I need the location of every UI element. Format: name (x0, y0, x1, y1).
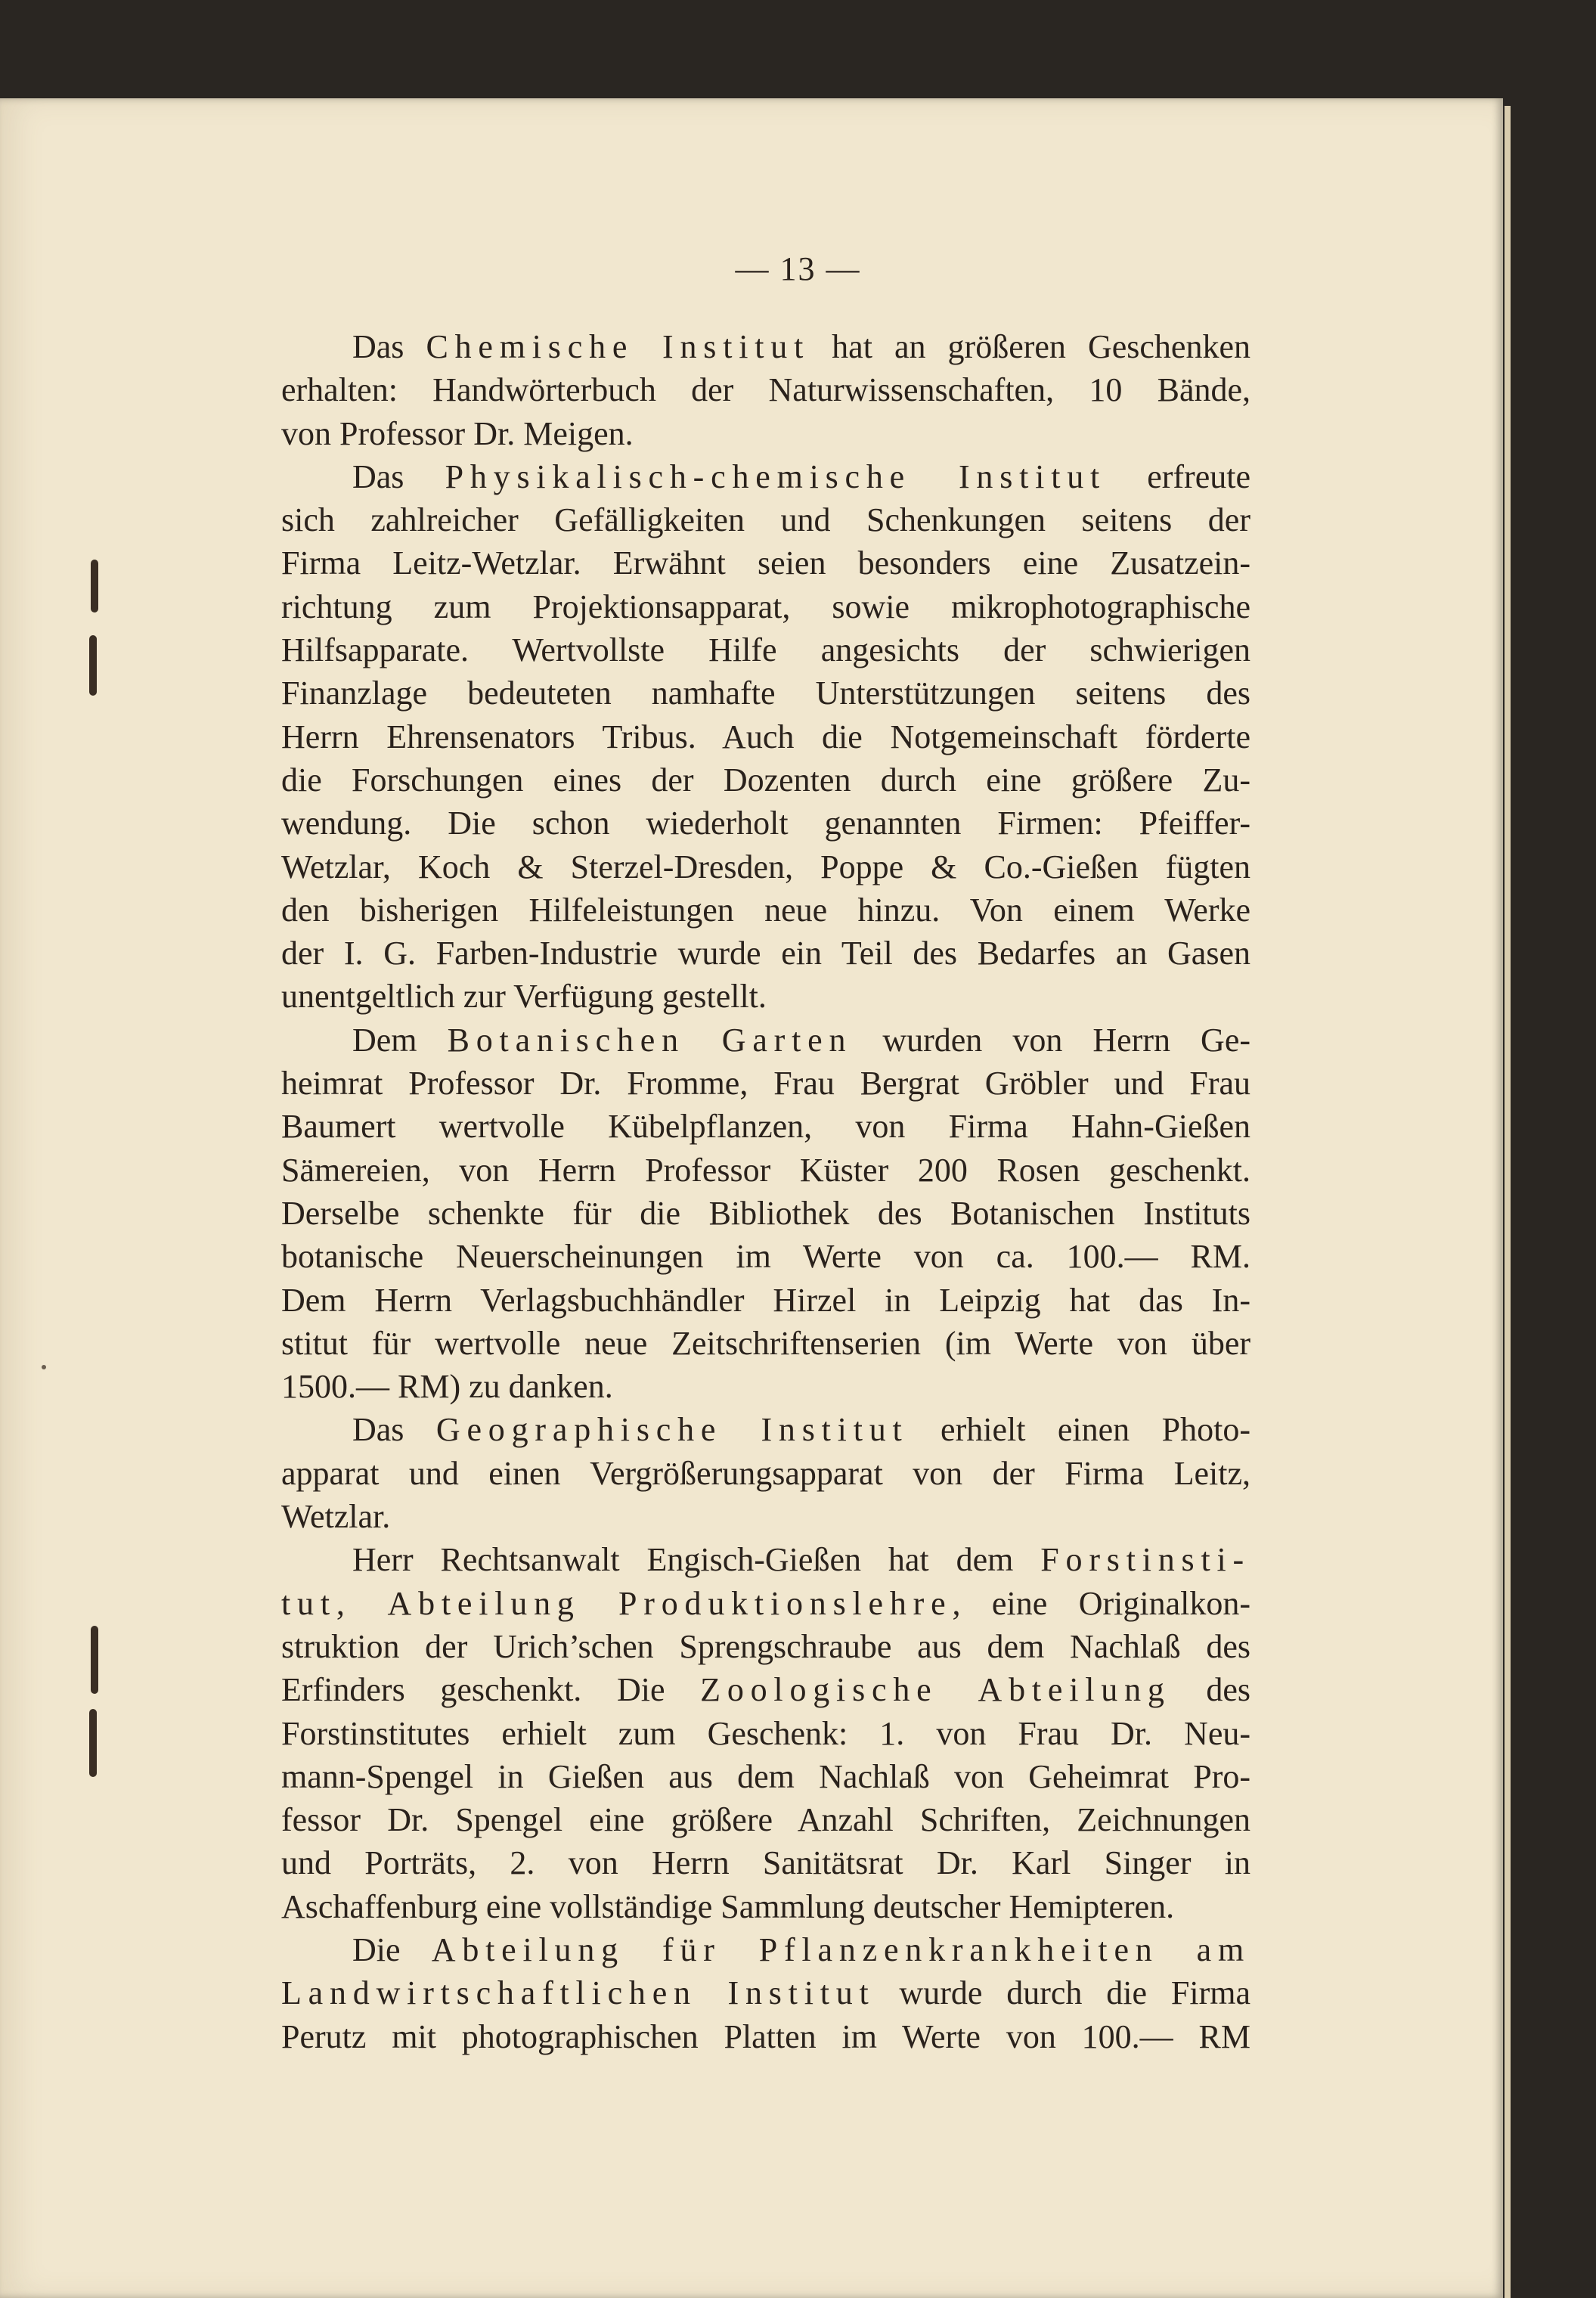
text-run: Das (352, 457, 445, 495)
text-run: erfreute (1106, 457, 1250, 495)
text-run: den bisherigen Hilfeleistungen neue hinzu. Von einem Werke (281, 891, 1250, 929)
text-run: Die (352, 1931, 432, 1968)
text-line (281, 368, 1250, 411)
body-text (281, 325, 1250, 2058)
spaced-heading-text: Forstinsti- (1040, 1541, 1250, 1579)
text-run: Finanzlage bedeuteten namhafte Unterstützungen seitens des (281, 675, 1250, 712)
text-run: Herr Rechtsanwalt Engisch-Gießen hat dem (352, 1541, 1041, 1579)
text-line (281, 628, 1250, 671)
text-run: apparat und einen Vergrößerungsapparat von der Firma Leitz, (281, 1454, 1250, 1492)
text-line (281, 498, 1250, 541)
text-run: Sämereien, von Herrn Professor Küster 200 Rosen geschenkt. (281, 1151, 1250, 1189)
text-run: wurden von Herrn Ge- (852, 1021, 1250, 1059)
text-run: mann-Spengel in Gießen aus dem Nachlaß von Geheimrat Pro- (281, 1757, 1250, 1795)
text-run: Dem Herrn Verlagsbuchhändler Hirzel in Leipzig hat das In- (281, 1281, 1250, 1319)
text-run: Hilfsapparate. Wertvollste Hilfe angesichts der schwierigen (281, 631, 1250, 669)
binding-mark (91, 1626, 98, 1694)
text-run: erhielt einen Photo- (908, 1411, 1251, 1449)
spaced-heading-text: Physikalisch-chemische Institut (445, 457, 1107, 495)
text-line (281, 1495, 1250, 1538)
text-run: 1500.— RM) zu danken. (281, 1368, 613, 1406)
text-line (281, 1971, 1250, 2014)
text-line (281, 1668, 1250, 1711)
text-line (281, 715, 1250, 758)
text-line (281, 325, 1250, 368)
text-line (281, 845, 1250, 888)
text-run: Forstinstitutes erhielt zum Geschenk: 1. von Frau Dr. Neu- (281, 1714, 1250, 1752)
text-run: botanische Neuerscheinungen im Werte von ca. 100.— RM. (281, 1238, 1250, 1276)
text-run: Wetzlar, Koch & Sterzel-Dresden, Poppe & Co.-Gießen fügten (281, 848, 1250, 885)
text-line (281, 1192, 1250, 1235)
text-line (281, 1235, 1250, 1278)
text-line (281, 1928, 1250, 1971)
text-run: Wetzlar. (281, 1498, 391, 1536)
spaced-heading-text: Zoologische Abteilung (700, 1671, 1171, 1709)
text-run: fessor Dr. Spengel eine größere Anzahl Schriften, Zeichnungen (281, 1801, 1250, 1839)
text-line (281, 1062, 1250, 1105)
text-line (281, 1149, 1250, 1192)
text-line (281, 1408, 1250, 1451)
text-run: von Professor Dr. Meigen. (281, 414, 634, 452)
spaced-heading-text: Botanischen Garten (447, 1021, 853, 1059)
spaced-heading-text: tut, Abteilung Produktionslehre (281, 1584, 953, 1622)
text-line (281, 975, 1250, 1018)
binding-mark (89, 635, 97, 696)
text-line (281, 2015, 1250, 2058)
text-line (281, 585, 1250, 628)
text-run: wendung. Die schon wiederholt genannten Firmen: Pfeiffer- (281, 805, 1250, 842)
spaced-heading-text: Chemische Institut (426, 328, 810, 365)
text-line (281, 541, 1250, 585)
text-line (281, 1452, 1250, 1495)
text-run: Baumert wertvolle Kübelpflanzen, von Firma Hahn-Gießen (281, 1108, 1250, 1146)
text-run: erhalten: Handwörterbuch der Naturwissenschaften, 10 Bände, (281, 371, 1250, 409)
text-run: richtung zum Projektionsapparat, sowie mikrophotographische (281, 588, 1250, 625)
text-run: Perutz mit photographischen Platten im Werte von 100.— RM (281, 2017, 1250, 2055)
text-line (281, 1322, 1250, 1365)
text-run: des (1170, 1671, 1250, 1709)
text-line (281, 1885, 1250, 1928)
binding-mark (91, 560, 98, 612)
text-run: Dem (352, 1021, 448, 1059)
text-line (281, 932, 1250, 975)
spaced-heading-text: Abteilung für Pflanzenkrankheiten am (431, 1931, 1250, 1968)
text-line (281, 1105, 1250, 1148)
text-line (281, 1625, 1250, 1668)
text-line (281, 802, 1250, 845)
text-line (281, 671, 1250, 715)
text-run: die Forschungen eines der Dozenten durch eine größere Zu- (281, 761, 1250, 799)
text-line (281, 1538, 1250, 1581)
text-line (281, 1755, 1250, 1798)
text-run: unentgeltlich zur Verfügung gestellt. (281, 978, 767, 1016)
spaced-heading-text: Landwirtschaftlichen Institut (281, 1974, 875, 2012)
text-run: und Porträts, 2. von Herrn Sanitätsrat Dr. Karl Singer in (281, 1844, 1250, 1882)
page-edge (1505, 106, 1511, 2298)
text-run: stitut für wertvolle neue Zeitschriftenserien (im Werte von über (281, 1324, 1250, 1362)
text-run: Aschaffenburg eine vollständige Sammlung deutscher Hemipteren. (281, 1887, 1175, 1925)
text-run: struktion der Urich’schen Sprengschraube aus dem Nachlaß des (281, 1627, 1250, 1665)
text-run: Das (352, 1411, 436, 1449)
text-line (281, 1019, 1250, 1062)
text-run: Das (352, 328, 426, 365)
text-run: Herrn Ehrensenators Tribus. Auch die Notgemeinschaft förderte (281, 718, 1250, 755)
text-line (281, 1365, 1250, 1408)
text-run: der I. G. Farben-Industrie wurde ein Teil des Bedarfes an Gasen (281, 935, 1250, 972)
text-run: Derselbe schenkte für die Bibliothek des Botanischen Instituts (281, 1194, 1250, 1232)
text-line (281, 1712, 1250, 1755)
text-run: sich zahlreicher Gefälligkeiten und Schenkungen seitens der (281, 501, 1250, 539)
text-run: Erfinders geschenkt. Die (281, 1671, 701, 1709)
text-line (281, 412, 1250, 455)
text-line (281, 1279, 1250, 1322)
spaced-heading-text: Geographische Institut (435, 1411, 909, 1449)
page-number: — 13 — (735, 250, 861, 287)
binding-mark (89, 1709, 97, 1777)
text-run: Firma Leitz-Wetzlar. Erwähnt seien besonders eine Zusatzein- (281, 544, 1250, 582)
text-run: , eine Originalkon- (952, 1584, 1250, 1622)
text-line (281, 1582, 1250, 1625)
text-line (281, 1798, 1250, 1841)
text-run: wurde durch die Firma (875, 1974, 1250, 2012)
text-line (281, 1841, 1250, 1884)
paper-speck (42, 1365, 46, 1369)
text-line (281, 888, 1250, 932)
text-run: heimrat Professor Dr. Fromme, Frau Bergrat Gröbler und Frau (281, 1065, 1250, 1102)
text-line (281, 455, 1250, 498)
text-line (281, 758, 1250, 802)
text-run: hat an größeren Geschenken (810, 328, 1250, 365)
